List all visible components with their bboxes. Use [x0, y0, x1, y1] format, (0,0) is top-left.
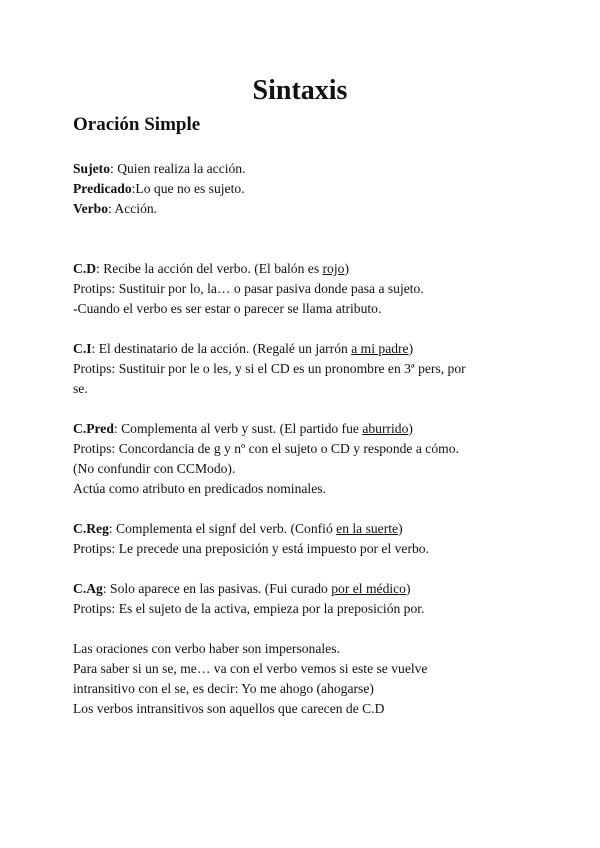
closing-paren: ) [344, 261, 349, 276]
closing-paren: ) [408, 341, 414, 356]
definition-text: : Quien realiza la acción. [110, 161, 246, 176]
note-line: intransitivo con el se, es decir: Yo me ahogo (ahogarse) [73, 681, 374, 696]
definition-text: : Solo aparece en las pasivas. (Fui curado [102, 581, 332, 596]
example-underlined: rojo [322, 261, 345, 276]
term-label: C.Pred [73, 421, 114, 436]
definition-text: : Complementa al verb y sust. (El partido fue [113, 421, 363, 436]
cd-definition [73, 259, 349, 279]
term-label: Verbo [73, 201, 108, 216]
definition-verbo [73, 199, 157, 219]
note-line: Las oraciones con verbo haber son impersonales. [73, 641, 340, 656]
example-underlined: aburrido [362, 421, 409, 436]
cag-protip: Protips: Es el sujeto de la activa, empieza por la preposición por. [73, 601, 425, 616]
ci-protip-line-1: Protips: Sustituir por le o les, y si el CD es un pronombre en 3ª pers, por [73, 361, 466, 376]
closing-paren: ) [398, 521, 403, 536]
term-label: C.D [73, 261, 97, 276]
closing-paren: ) [405, 581, 411, 596]
definition-text: : Complementa el signf del verb. (Confió [108, 521, 337, 536]
note-line: Los verbos intransitivos son aquellos que carecen de C.D [73, 701, 385, 716]
definition-predicado [73, 179, 245, 199]
term-label: C.Ag [73, 581, 103, 596]
ci-definition [73, 339, 413, 359]
cpred-definition [73, 419, 413, 439]
creg-definition [73, 519, 403, 539]
cd-protip: Protips: Sustituir por lo, la… o pasar pasiva donde pasa a sujeto. [73, 281, 424, 296]
term-label: C.Reg [73, 521, 109, 536]
definition-text: : Recibe la acción del verbo. (El balón es [96, 261, 323, 276]
page-title: Sintaxis [252, 75, 348, 106]
note-line: Para saber si un se, me… va con el verbo vemos si este se vuelve [73, 661, 428, 676]
example-underlined: en la suerte [336, 521, 399, 536]
term-label: Sujeto [73, 161, 111, 176]
section-heading: Oración Simple [73, 114, 201, 135]
cpred-protip-line-2: (No confundir con CCModo). [73, 461, 236, 476]
definition-sujeto [73, 159, 246, 179]
cd-note: -Cuando el verbo es ser estar o parecer se llama atributo. [73, 301, 382, 316]
term-label: C.I [73, 341, 92, 356]
closing-paren: ) [408, 421, 413, 436]
example-underlined: a mi padre [351, 341, 409, 356]
definition-text: :Lo que no es sujeto. [131, 181, 245, 196]
definition-text: : El destinatario de la acción. (Regalé un jarrón [91, 341, 352, 356]
example-underlined: por el médico [331, 581, 406, 596]
cpred-protip-line-3: Actúa como atributo en predicados nominales. [73, 481, 326, 496]
definition-text: : Acción. [108, 201, 158, 216]
ci-protip-line-2: se. [73, 381, 88, 396]
term-label: Predicado [73, 181, 132, 196]
creg-protip: Protips: Le precede una preposición y está impuesto por el verbo. [73, 541, 429, 556]
cag-definition [73, 579, 411, 599]
cpred-protip-line-1: Protips: Concordancia de g y nº con el sujeto o CD y responde a cómo. [73, 441, 459, 456]
